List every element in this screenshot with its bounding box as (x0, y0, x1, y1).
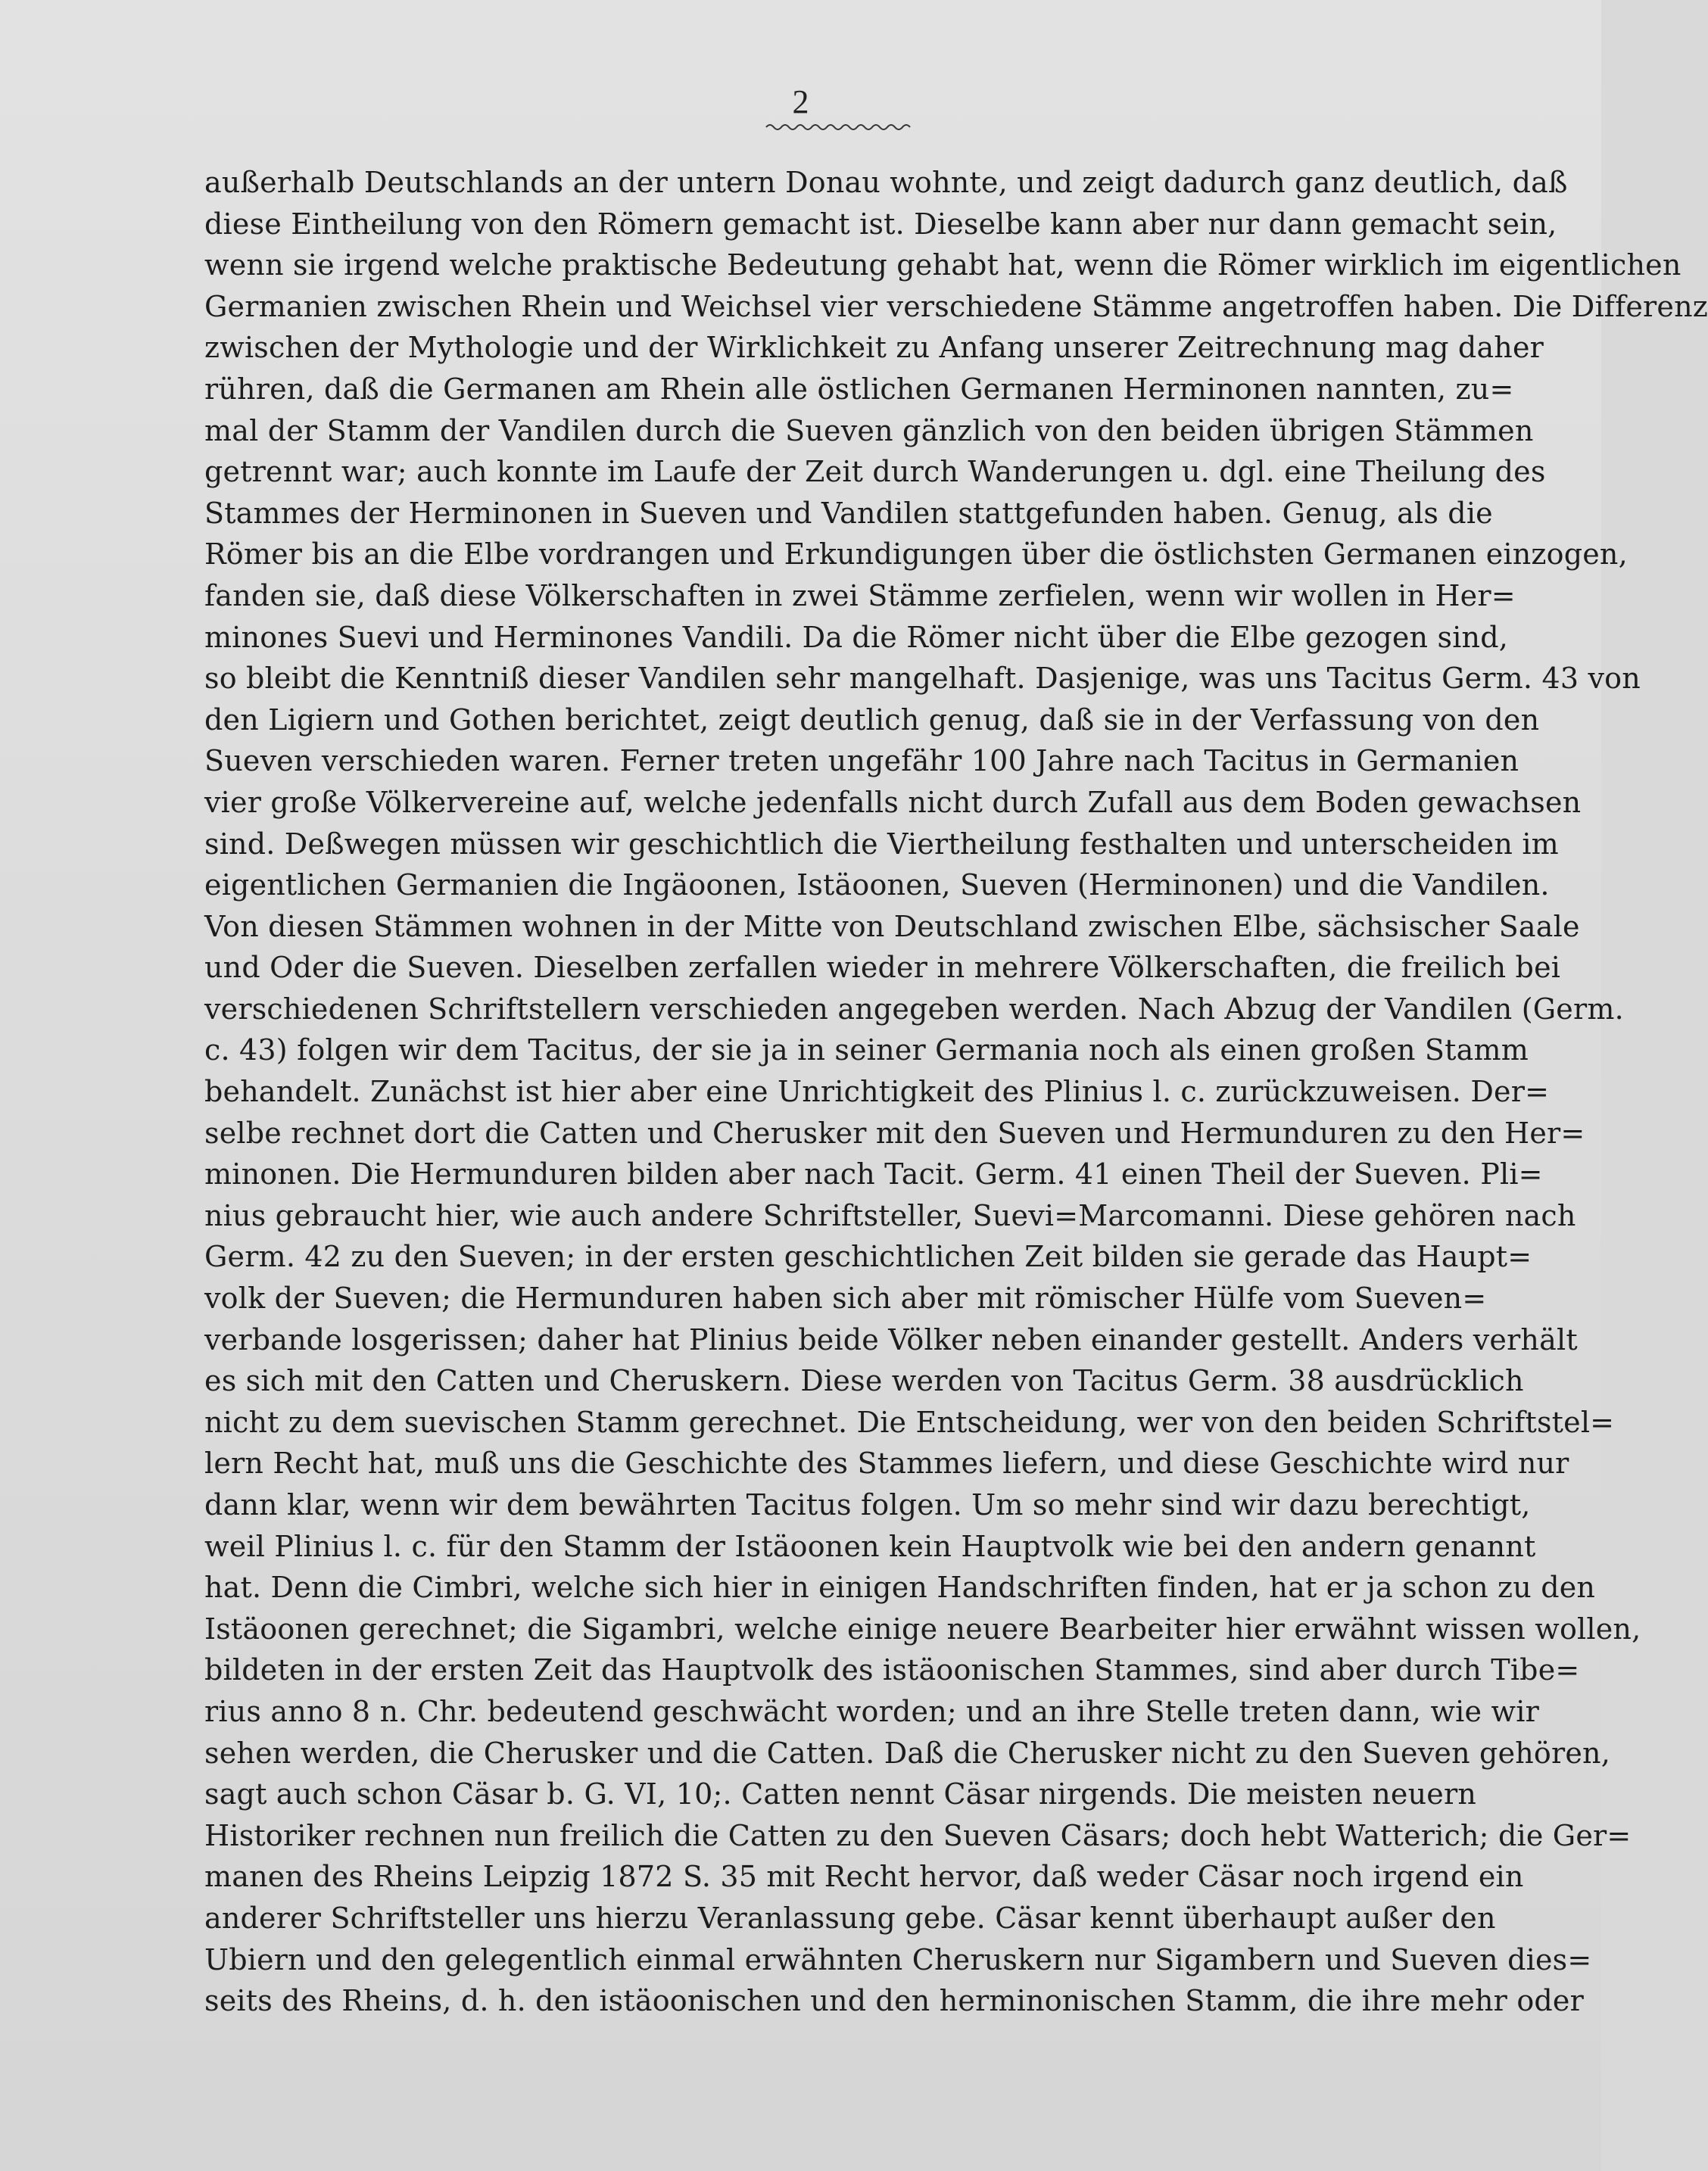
text-line: Germ. 42 zu den Sueven; in der ersten geschichtlichen Zeit bilden sie gerade das Haupt= (204, 1240, 1532, 1274)
body-text (204, 162, 1708, 2022)
text-line: anderer Schriftsteller uns hierzu Veranlassung gebe. Cäsar kennt überhaupt außer den (204, 1901, 1496, 1935)
text-line: fanden sie, daß diese Völkerschaften in zwei Stämme zerfielen, wenn wir wollen in Her= (204, 578, 1516, 612)
text-line: eigentlichen Germanien die Ingäoonen, Istäoonen, Sueven (Herminonen) und die Vandilen. (204, 868, 1550, 902)
page-number-ornament (765, 121, 916, 133)
text-line: wenn sie irgend welche praktische Bedeutung gehabt hat, wenn die Römer wirklich im eigentlichen (204, 248, 1682, 282)
text-line: dann klar, wenn wir dem bewährten Tacitus folgen. Um so mehr sind wir dazu berechtigt, (204, 1488, 1531, 1522)
text-line: Römer bis an die Elbe vordrangen und Erkundigungen über die östlichsten Germanen einzogen, (204, 537, 1628, 572)
text-line: sind. Deßwegen müssen wir geschichtlich die Viertheilung festhalten und unterscheiden im (204, 827, 1559, 861)
text-line: Istäoonen gerechnet; die Sigambri, welche einige neuere Bearbeiter hier erwähnt wissen wollen, (204, 1612, 1641, 1646)
text-line: minonen. Die Hermunduren bilden aber nach Tacit. Germ. 41 einen Theil der Sueven. Pli= (204, 1157, 1543, 1191)
text-line: minones Suevi und Herminones Vandili. Da die Römer nicht über die Elbe gezogen sind, (204, 620, 1509, 654)
text-line: so bleibt die Kenntniß dieser Vandilen sehr mangelhaft. Dasjenige, was uns Tacitus Germ. 43 von (204, 662, 1641, 696)
text-line: behandelt. Zunächst ist hier aber eine Unrichtigkeit des Plinius l. c. zurückzuweisen. Der= (204, 1075, 1550, 1109)
page-number: 2 (792, 83, 809, 120)
text-line: sehen werden, die Cherusker und die Catten. Daß die Cherusker nicht zu den Sueven gehören, (204, 1736, 1611, 1770)
text-line: bildeten in der ersten Zeit das Hauptvolk des istäoonischen Stammes, sind aber durch Tibe= (204, 1653, 1580, 1687)
text-line: verbande losgerissen; daher hat Plinius beide Völker neben einander gestellt. Anders verhält (204, 1322, 1578, 1356)
text-line: rühren, daß die Germanen am Rhein alle östlichen Germanen Herminonen nannten, zu= (204, 372, 1514, 406)
text-line: den Ligiern und Gothen berichtet, zeigt deutlich genug, daß sie in der Verfassung von den (204, 702, 1540, 737)
text-line: diese Eintheilung von den Römern gemacht ist. Dieselbe kann aber nur dann gemacht sein, (204, 207, 1557, 241)
text-line: weil Plinius l. c. für den Stamm der Istäoonen kein Hauptvolk wie bei den andern genannt (204, 1529, 1536, 1563)
text-line: zwischen der Mythologie und der Wirklichkeit zu Anfang unserer Zeitrechnung mag daher (204, 331, 1544, 365)
text-line: sagt auch schon Cäsar b. G. VI, 10;. Catten nennt Cäsar nirgends. Die meisten neuern (204, 1777, 1476, 1811)
text-line: Germanien zwischen Rhein und Weichsel vier verschiedene Stämme angetroffen haben. Die Differenz (204, 289, 1708, 323)
text-line: c. 43) folgen wir dem Tacitus, der sie ja in seiner Germania noch als einen großen Stamm (204, 1033, 1529, 1067)
text-line: verschiedenen Schriftstellern verschieden angegeben werden. Nach Abzug der Vandilen (Germ. (204, 992, 1624, 1026)
text-line: seits des Rheins, d. h. den istäoonischen und den herminonischen Stamm, die ihre mehr oder (204, 1984, 1584, 2018)
text-line: es sich mit den Catten und Cheruskern. Diese werden von Tacitus Germ. 38 ausdrücklich (204, 1364, 1524, 1398)
text-line: nius gebraucht hier, wie auch andere Schriftsteller, Suevi=Marcomanni. Diese gehören nach (204, 1198, 1576, 1232)
text-line: und Oder die Sueven. Dieselben zerfallen wieder in mehrere Völkerschaften, die freilich bei (204, 951, 1561, 985)
text-line: Ubiern und den gelegentlich einmal erwähnten Cheruskern nur Sigambern und Sueven dies= (204, 1942, 1592, 1976)
text-line: getrennt war; auch konnte im Laufe der Zeit durch Wanderungen u. dgl. eine Theilung des (204, 455, 1546, 489)
text-line: Von diesen Stämmen wohnen in der Mitte von Deutschland zwischen Elbe, sächsischer Saale (204, 909, 1580, 943)
text-line: Stammes der Herminonen in Sueven und Vandilen stattgefunden haben. Genug, als die (204, 496, 1493, 530)
text-line: volk der Sueven; die Hermunduren haben sich aber mit römischer Hülfe vom Sueven= (204, 1282, 1487, 1316)
text-line: selbe rechnet dort die Catten und Cherusker mit den Sueven und Hermunduren zu den Her= (204, 1116, 1585, 1150)
text-line: hat. Denn die Cimbri, welche sich hier in einigen Handschriften finden, hat er ja schon zu den (204, 1571, 1596, 1605)
text-line: außerhalb Deutschlands an der untern Donau wohnte, und zeigt dadurch ganz deutlich, daß (204, 166, 1568, 199)
text-line: lern Recht hat, muß uns die Geschichte des Stammes liefern, und diese Geschichte wird nur (204, 1447, 1569, 1481)
text-line: rius anno 8 n. Chr. bedeutend geschwächt worden; und an ihre Stelle treten dann, wie wir (204, 1694, 1539, 1728)
text-line: Sueven verschieden waren. Ferner treten ungefähr 100 Jahre nach Tacitus in Germanien (204, 744, 1519, 778)
text-line: mal der Stamm der Vandilen durch die Sueven gänzlich von den beiden übrigen Stämmen (204, 413, 1534, 447)
text-line: nicht zu dem suevischen Stamm gerechnet. Die Entscheidung, wer von den beiden Schriftstel= (204, 1405, 1615, 1439)
text-line: manen des Rheins Leipzig 1872 S. 35 mit Recht hervor, daß weder Cäsar noch irgend ein (204, 1860, 1524, 1894)
text-line: Historiker rechnen nun freilich die Catten zu den Sueven Cäsars; doch hebt Watterich; die Ger= (204, 1818, 1632, 1852)
text-line: vier große Völkervereine auf, welche jedenfalls nicht durch Zufall aus dem Boden gewachsen (204, 785, 1582, 819)
